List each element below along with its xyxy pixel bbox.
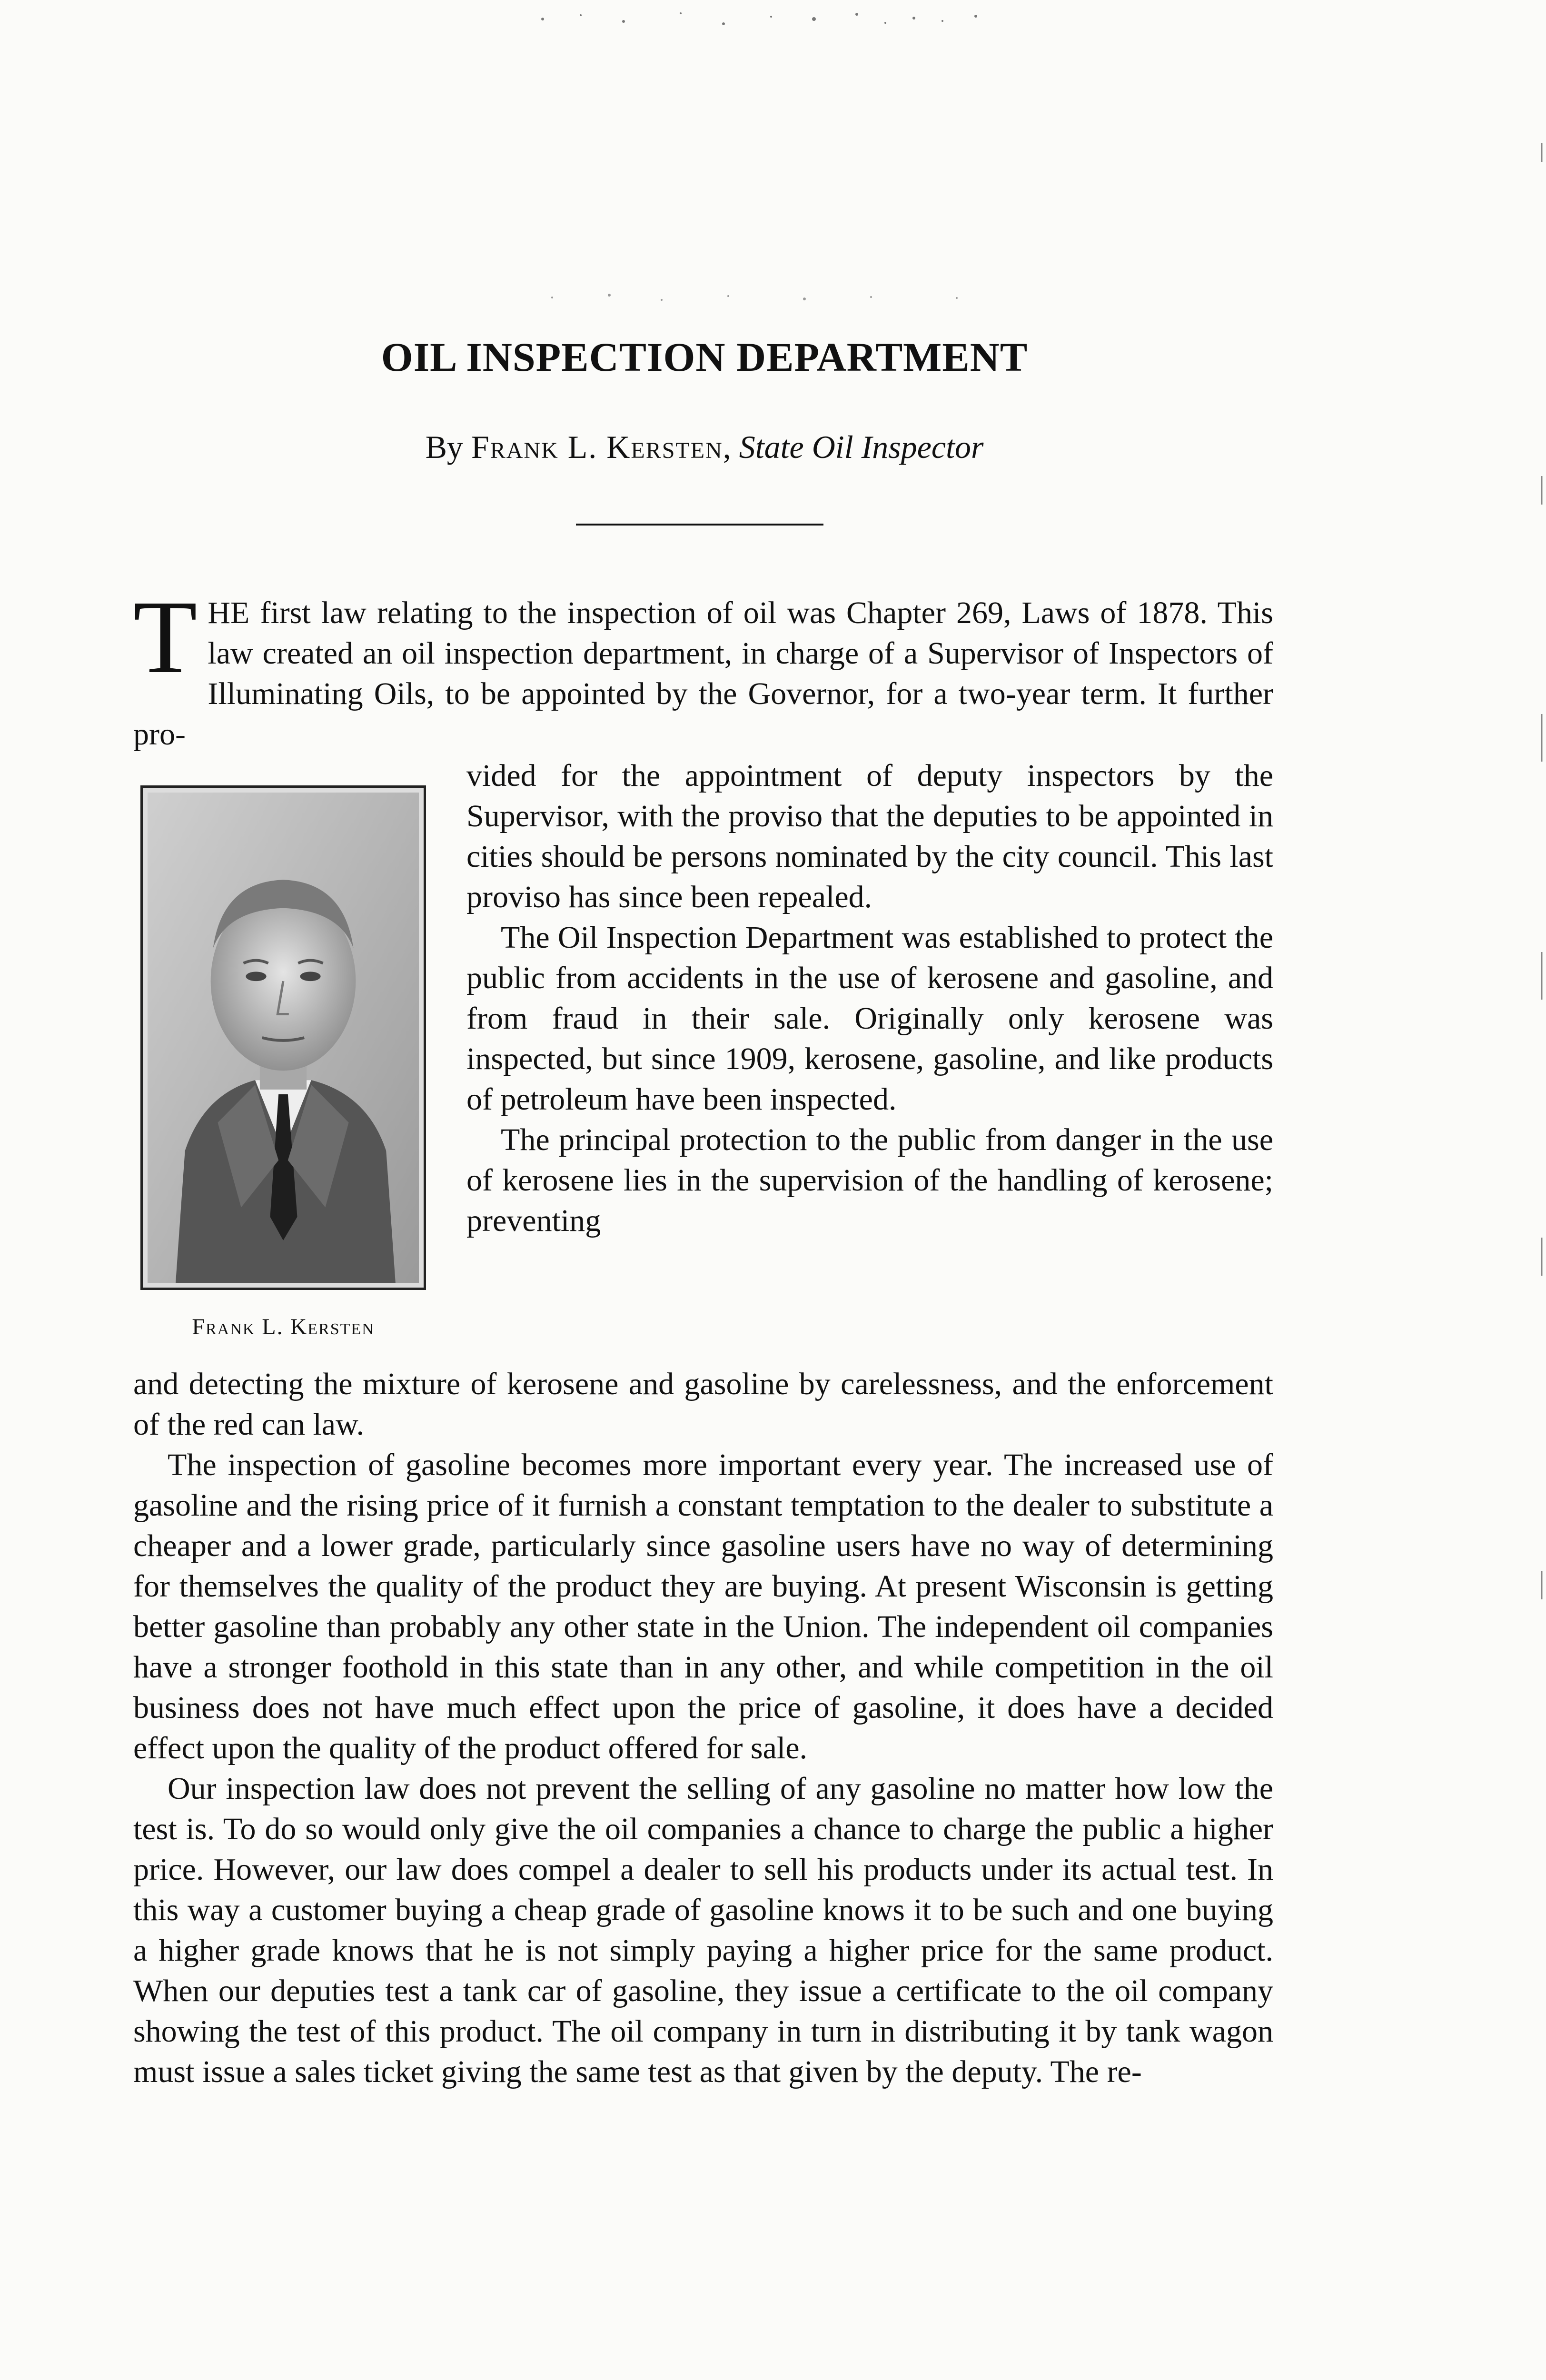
paragraph-5: Our inspection law does not prevent the selling of any gasoline no matter how low the test is. To do so would only give the oil companies a chance to charge the public a higher price. However, our law does compel a dealer to sell his products under its actual test. In this way a customer buying a cheap grade of gasoline knows it to be such and one buying a higher grade knows that he is not simply paying a higher price for the same product. When our deputies test a tank car of gasoline, they issue a certificate to the oil company showing the test of this product. The oil company in turn in distributing it by tank wagon must issue a sales ticket giving the same test as that given by the deputy. The re- (133, 1771, 1273, 2089)
photo-caption: Frank L. Kersten (192, 1314, 375, 1339)
scan-edge-marks (1537, 143, 1546, 1714)
paragraph-1-continued: vided for the appointment of deputy inspectors by the Supervisor, with the proviso that the deputies to be appointed in cities should be persons nominated by the city council. This last proviso has since been repealed. (466, 758, 1273, 914)
title-divider (576, 524, 823, 526)
text-full-width (133, 1364, 1273, 2092)
byline-role: State Oil Inspector (739, 429, 984, 465)
paragraph-1-opening (133, 579, 1273, 754)
article-title: OIL INSPECTION DEPARTMENT (381, 334, 1028, 380)
scan-specks-top (524, 5, 1000, 33)
portrait-photo (140, 785, 426, 1290)
paragraph-4: The inspection of gasoline becomes more important every year. The increased use of gasoline and the rising price of it furnish a constant temptation to the dealer to substitute a cheaper and a lower grade, particularly since gasoline users have no way of determining for themselves the quality of the product they are buying. At present Wisconsin is getting better gasoline than probably any other state in the Union. The independent oil companies have a stronger foothold in this state than in any other, and while competition in the oil business does not have much effect upon the price of gasoline, it does have a decided effect upon the quality of the product offered for sale. (133, 1448, 1273, 1765)
paragraph-3-start: The principal protection to the public from danger in the use of kerosene lies in the supervision of the handling of kerosene; preventing (466, 1122, 1273, 1238)
article-byline: By Frank L. Kersten, State Oil Inspector (425, 429, 984, 465)
paragraph-2: The Oil Inspection Department was established to protect the public from accidents in the use of kerosene and gasoline, and from fraud in their sale. Originally only kerosene was inspected, but since 1909, kerosene, gasoline, and like products of petroleum have been inspected. (466, 920, 1273, 1117)
byline-prefix: By (425, 429, 463, 465)
scan-specks-upper (538, 286, 976, 309)
drop-cap: T (133, 579, 198, 695)
paragraph-3-continued: and detecting the mixture of kerosene and gasoline by carelessness, and the enforcement of the red can law. (133, 1367, 1273, 1442)
text-column-beside-photo (466, 755, 1273, 1241)
paragraph-1-text: HE first law relating to the inspection of oil was Chapter 269, Laws of 1878. This law created an oil inspection department, in charge of a Supervisor of Inspectors of Illuminating Oils, to be appointed by the Governor, for a two-year term. It further pro- (133, 595, 1273, 752)
portrait-image (148, 793, 419, 1283)
byline-author: Frank L. Kersten (471, 429, 723, 465)
